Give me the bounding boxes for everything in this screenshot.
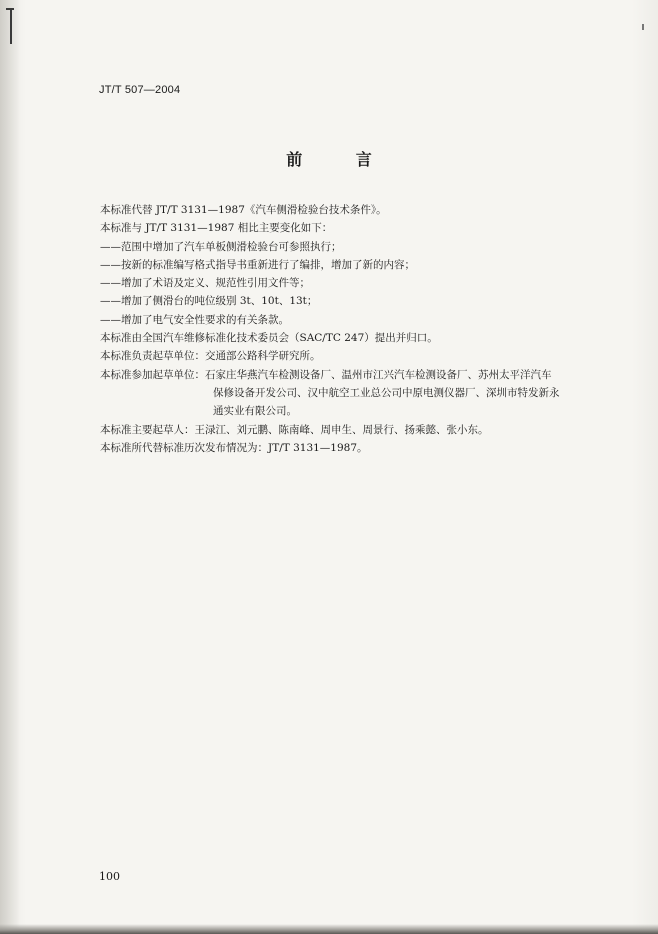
participating-continuation-2: 通实业有限公司。 bbox=[213, 405, 297, 418]
scan-binding-shadow bbox=[0, 0, 20, 934]
scan-corner-mark bbox=[10, 8, 12, 44]
paragraph-proposed-by: 本标准由全国汽车维修标准化技术委员会（SAC/TC 247）提出并归口。 bbox=[100, 332, 438, 345]
paragraph-replaces: 本标准代替 JT/T 3131—1987《汽车侧滑检验台技术条件》。 bbox=[100, 204, 387, 216]
page-title: 前 言 bbox=[286, 150, 396, 169]
participating-label: 本标准参加起草单位： bbox=[100, 368, 205, 381]
change-item-tonnage: ——增加了侧滑台的吨位级别 3t、10t、13t； bbox=[100, 295, 318, 308]
paragraph-participating-units bbox=[100, 366, 620, 384]
scan-bottom-edge bbox=[0, 924, 658, 934]
foreword-body bbox=[100, 201, 620, 457]
change-item-format: ——按新的标准编写格式指导书重新进行了编排，增加了新的内容； bbox=[100, 258, 415, 271]
paragraph-drafting-unit: 本标准负责起草单位：交通部公路科学研究所。 bbox=[100, 350, 321, 363]
paragraph-history: 本标准所代替标准历次发布情况为：JT/T 3131—1987。 bbox=[100, 441, 368, 454]
participating-first-line: 石家庄华燕汽车检测设备厂、温州市江兴汽车检测设备厂、苏州太平洋汽车 bbox=[205, 368, 552, 381]
change-item-terms: ——增加了术语及定义、规范性引用文件等； bbox=[100, 277, 310, 290]
page-number: 100 bbox=[99, 870, 120, 883]
standard-code-header: JT/T 507—2004 bbox=[99, 84, 181, 96]
scan-corner-mark-horizontal bbox=[6, 8, 14, 10]
scan-speck bbox=[642, 24, 644, 30]
change-item-electrical: ——增加了电气安全性要求的有关条款。 bbox=[100, 313, 289, 326]
participating-continuation-1: 保修设备开发公司、汉中航空工业总公司中原电测仪器厂、深圳市特发新永 bbox=[213, 386, 560, 399]
paragraph-main-drafters: 本标准主要起草人：王渌江、刘元鹏、陈南峰、周申生、周景行、扬乘懿、张小东。 bbox=[100, 423, 489, 436]
change-item-scope: ——范围中增加了汽车单板侧滑检验台可参照执行； bbox=[100, 240, 342, 253]
paragraph-changes-intro: 本标准与 JT/T 3131—1987 相比主要变化如下： bbox=[100, 222, 333, 235]
